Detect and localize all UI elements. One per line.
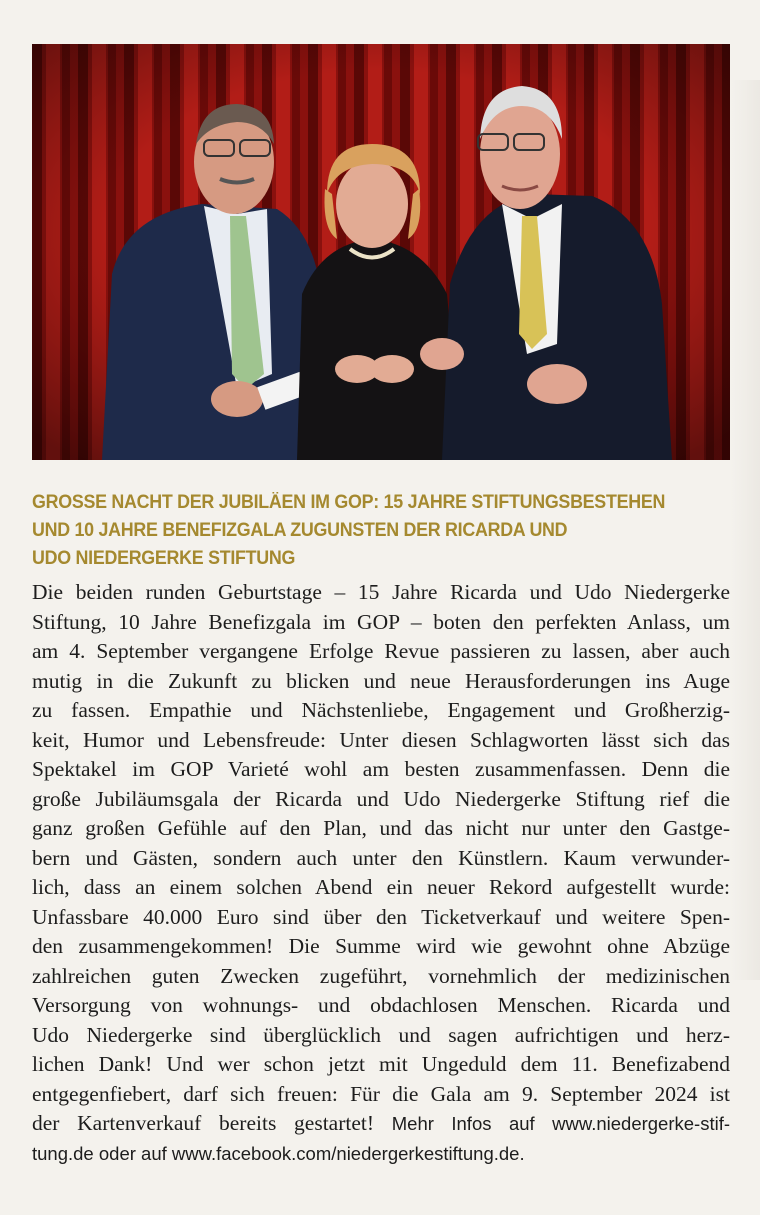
body-line: Udo Niedergerke sind überglücklich und sagen aufrichtigen und herz- [32, 1022, 730, 1047]
body-line: ganz großen Gefühle auf den Plan, und das nicht nur unter den Gastge- [32, 816, 730, 840]
headline-line: UND 10 JAHRE BENEFIZGALA ZUGUNSTEN DER RICARDA UND [32, 520, 568, 541]
body-line: keit, Humor und Lebensfreude: Unter diesen Schlagworten lässt sich das [32, 727, 730, 752]
photo-illustration [32, 44, 730, 460]
headline-line: GROSSE NACHT DER JUBILÄEN IM GOP: 15 JAHRE STIFTUNGSBESTEHEN [32, 492, 666, 513]
body-line: Spektakel im GOP Varieté wohl am besten zusammenfassen. Denn die [32, 757, 730, 781]
more-info-link-text: Mehr Infos auf www.niedergerke-stif- [391, 1113, 731, 1134]
body-line: am 4. September vergangene Erfolge Revue passieren zu lassen, aber auch [32, 639, 730, 663]
headline-line: UDO NIEDERGERKE STIFTUNG [32, 548, 296, 569]
body-line: bern und Gästen, sondern auch unter den Künstlern. Kaum verwunder- [32, 845, 730, 870]
body-line: zu fassen. Empathie und Nächstenliebe, Engagement und Großherzig- [32, 698, 730, 722]
body-line: mutig in die Zukunft zu blicken und neue Herausforderungen ins Auge [32, 668, 730, 693]
body-line: entgegenfiebert, darf sich freuen: Für die Gala am 9. September 2024 ist [32, 1081, 730, 1106]
body-line: Unfassbare 40.000 Euro sind über den Ticketverkauf und weitere Spen- [32, 904, 730, 929]
event-photo [32, 44, 730, 460]
body-line: zahlreichen guten Zwecken zugeführt, vornehmlich der medizinischen [32, 963, 730, 988]
article-body [32, 578, 730, 1168]
body-line: lich, dass an einem solchen Abend ein neuer Rekord aufgestellt wurde: [32, 875, 730, 899]
body-line: Stiftung, 10 Jahre Benefizgala im GOP – boten den perfekten Anlass, um [32, 609, 730, 634]
page-edge-shadow [730, 80, 760, 980]
body-line: Die beiden runden Geburtstage – 15 Jahre Ricarda und Udo Niedergerke [32, 580, 730, 604]
body-line: den zusammengekommen! Die Summe wird wie gewohnt ohne Abzüge [32, 934, 730, 958]
body-line: große Jubiläumsgala der Ricarda und Udo Niedergerke Stiftung rief die [32, 786, 730, 811]
body-line: lichen Dank! Und wer schon jetzt mit Ungeduld dem 11. Benefizabend [32, 1052, 730, 1076]
body-line: Versorgung von wohnungs- und obdachlosen Menschen. Ricarda und [32, 993, 730, 1017]
more-info-link-continuation: tung.de oder auf www.facebook.com/niedergerkestiftung.de. [32, 1142, 525, 1164]
body-text-serif: der Kartenverkauf bereits gestartet! [32, 1111, 375, 1135]
article-headline [32, 489, 690, 573]
body-line-mixed [32, 1109, 730, 1139]
